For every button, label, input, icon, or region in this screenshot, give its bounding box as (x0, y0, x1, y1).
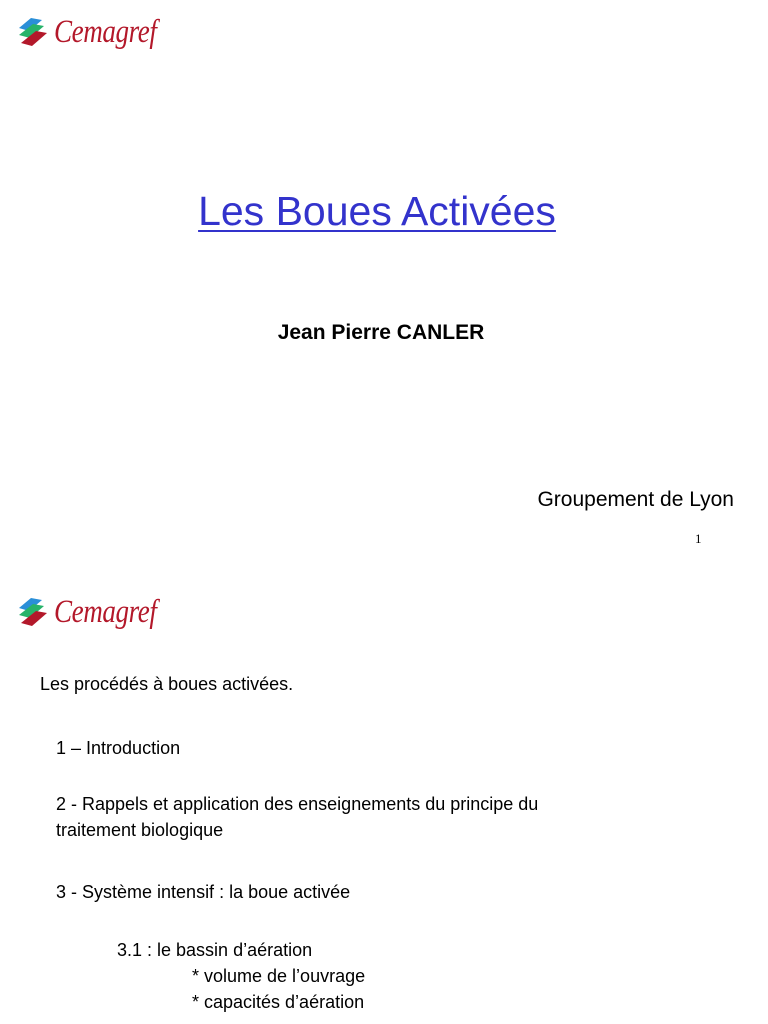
cemagref-logo-icon (16, 595, 52, 631)
page-number: 1 (695, 531, 702, 546)
list-item: traitement biologique (56, 820, 224, 840)
presentation-title[interactable]: Les Boues Activées (198, 188, 556, 234)
list-item: 2 - Rappels et application des enseignements du principe du (56, 794, 539, 814)
list-item: 3 - Système intensif : la boue activée (56, 882, 351, 902)
logo-wordmark: Cemagref (54, 594, 157, 630)
author-name: Jean Pierre CANLER (277, 321, 485, 344)
cemagref-logo-icon (16, 15, 52, 51)
contents-heading: Les procédés à boues activées. (40, 674, 294, 694)
logo-wordmark: Cemagref (54, 14, 157, 50)
organization-group: Groupement de Lyon (537, 488, 734, 511)
list-item: * volume de l’ouvrage (192, 966, 366, 986)
cemagref-logo (16, 594, 179, 631)
list-item: 3.1 : le bassin d’aération (117, 940, 313, 960)
list-item: 1 – Introduction (56, 738, 181, 758)
list-item: * capacités d’aération (192, 992, 365, 1012)
contents-slide (0, 570, 768, 1024)
cemagref-logo (16, 14, 179, 51)
